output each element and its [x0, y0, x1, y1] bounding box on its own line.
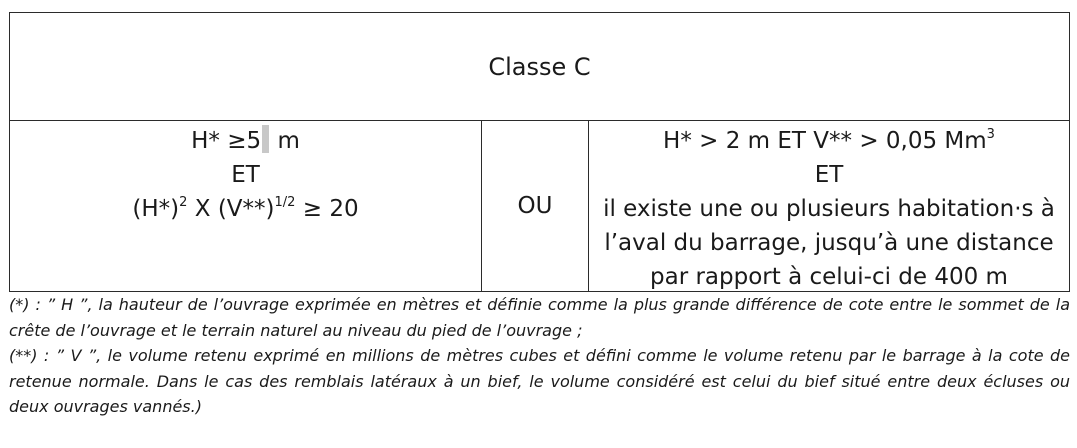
- volume-condition-text: H* > 2 m ET V** > 0,05 Mm: [663, 128, 987, 154]
- formula-part-2: X (V**): [187, 196, 275, 222]
- and-connector-right: ET: [814, 162, 844, 188]
- footnote-volume: (**) : ” V ”, le volume retenu exprimé en millions de mètres cubes et défini comme le volume retenu par le barrage à la cote de retenue normale. Dans le cas des remblais latéraux à un bief, le volume considéré est celui du bief situé entre deux écluses ou deux ouvrages vannés.): [9, 346, 1070, 416]
- formula-exponent-1: 2: [179, 195, 188, 210]
- or-connector-cell: [482, 121, 589, 291]
- habitation-condition-line-2: l’aval du barrage, jusqu’à une distance: [604, 230, 1054, 256]
- height-condition-line: [10, 124, 481, 158]
- or-connector: OU: [517, 193, 553, 219]
- volume-condition-cell: [589, 121, 1069, 291]
- classification-table: [9, 12, 1070, 292]
- height-condition-unit: m: [270, 128, 300, 154]
- table-body-row: [10, 121, 1069, 291]
- formula-condition-line: [10, 192, 481, 226]
- footnote-height: (*) : ” H ”, la hauteur de l’ouvrage exprimée en mètres et définie comme la plus grande différence de cote entre le sommet de la crête de l’ouvrage et le terrain naturel au niveau du pied de l’ouvrage ;: [9, 295, 1070, 340]
- formula-part-3: ≥ 20: [295, 196, 359, 222]
- and-connector-left: ET: [231, 162, 260, 188]
- habitation-condition-line-1: il existe une ou plusieurs habitation·s à: [603, 196, 1055, 222]
- table-header-cell: [10, 13, 1069, 121]
- volume-condition-line: [589, 124, 1069, 158]
- formula-part-1: (H*): [132, 196, 180, 222]
- volume-unit-exponent: 3: [986, 127, 995, 142]
- formula-exponent-2: 1/2: [274, 195, 296, 210]
- class-title: Classe C: [488, 52, 591, 81]
- footnotes: [9, 292, 1070, 420]
- height-condition-text: H* ≥5: [191, 128, 262, 154]
- text-cursor-highlight: [262, 125, 269, 153]
- habitation-condition-line-3: par rapport à celui-ci de 400 m: [650, 264, 1008, 290]
- height-condition-cell: [10, 121, 482, 291]
